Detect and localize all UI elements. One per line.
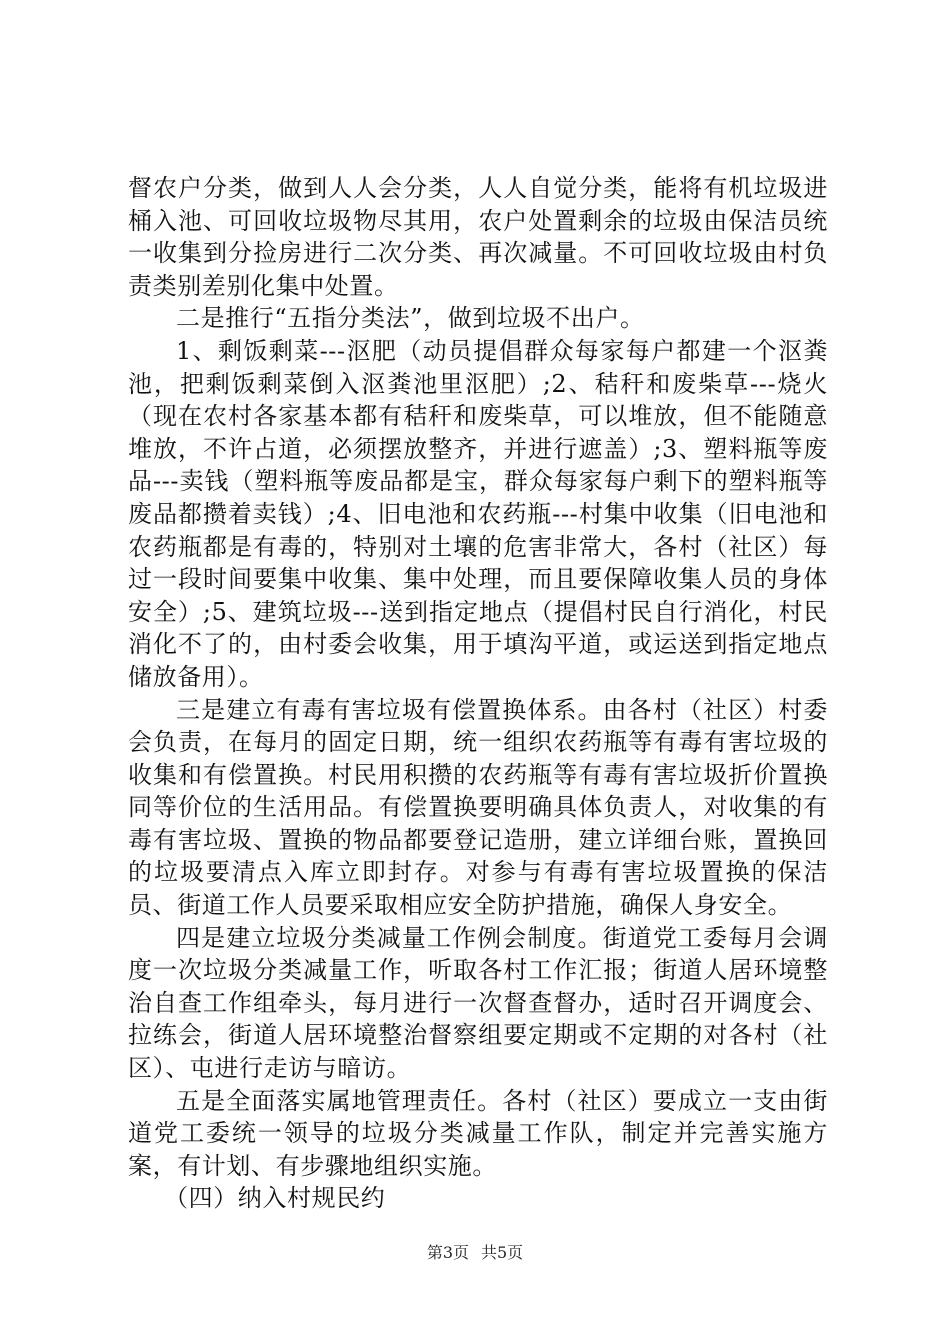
paragraph-regular-meeting-system: 四是建立垃圾分类减量工作例会制度。街道党工委每月会调度一次垃圾分类减量工作，听取各村工作汇报；街道人居环境整治自查工作组牵头，每月进行一次督查督办，适时召开调度会、拉练会，街道人居环境整治督察组要定期或不定期的对各村（社区）、屯进行走访与暗访。	[128, 923, 828, 1083]
page-footer	[0, 1240, 950, 1263]
document-body	[128, 172, 828, 1215]
page-total: 共5页	[481, 1243, 524, 1262]
paragraph-five-finger-details: 1、剩饭剩菜---沤肥（动员提倡群众每家每户都建一个沤粪池，把剩饭剩菜倒入沤粪池里沤肥）;2、秸秆和废柴草---烧火（现在农村各家基本都有秸秆和废柴草，可以堆放，但不能随意堆放，不许占道，必须摆放整齐，并进行遮盖）;3、塑料瓶等废品---卖钱（塑料瓶等废品都是宝，群众每家每户剩下的塑料瓶等废品都攒着卖钱）;4、旧电池和农药瓶---村集中收集（旧电池和农药瓶都是有毒的，特别对土壤的危害非常大，各村（社区）每过一段时间要集中收集、集中处理，而且要保障收集人员的身体安全）;5、建筑垃圾---送到指定地点（提倡村民自行消化，村民消化不了的，由村委会收集，用于填沟平道，或运送到指定地点储放备用）。	[128, 336, 828, 691]
paragraph-territorial-responsibility: 五是全面落实属地管理责任。各村（社区）要成立一支由街道党工委统一领导的垃圾分类减量工作队，制定并完善实施方案，有计划、有步骤地组织实施。	[128, 1086, 828, 1180]
paragraph-toxic-waste-exchange: 三是建立有毒有害垃圾有偿置换体系。由各村（社区）村委会负责，在每月的固定日期，统一组织农药瓶等有毒有害垃圾的收集和有偿置换。村民用积攒的农药瓶等有毒有害垃圾折价置换同等价位的生活用品。有偿置换要明确具体负责人，对收集的有毒有害垃圾、置换的物品都要登记造册，建立详细台账，置换回的垃圾要清点入库立即封存。对参与有毒有害垃圾置换的保洁员、街道工作人员要采取相应安全防护措施，确保人身安全。	[128, 695, 828, 920]
paragraph-continuation: 督农户分类，做到人人会分类，人人自觉分类，能将有机垃圾进桶入池、可回收垃圾物尽其用，农户处置剩余的垃圾由保洁员统一收集到分捡房进行二次分类、再次减量。不可回收垃圾由村负责类别差别化集中处置。	[128, 174, 828, 300]
section-heading-village-rules: （四）纳入村规民约	[164, 1184, 386, 1213]
paragraph-five-finger-method: 二是推行“五指分类法”，做到垃圾不出户。	[176, 304, 645, 333]
page-number: 第3页	[426, 1243, 469, 1262]
